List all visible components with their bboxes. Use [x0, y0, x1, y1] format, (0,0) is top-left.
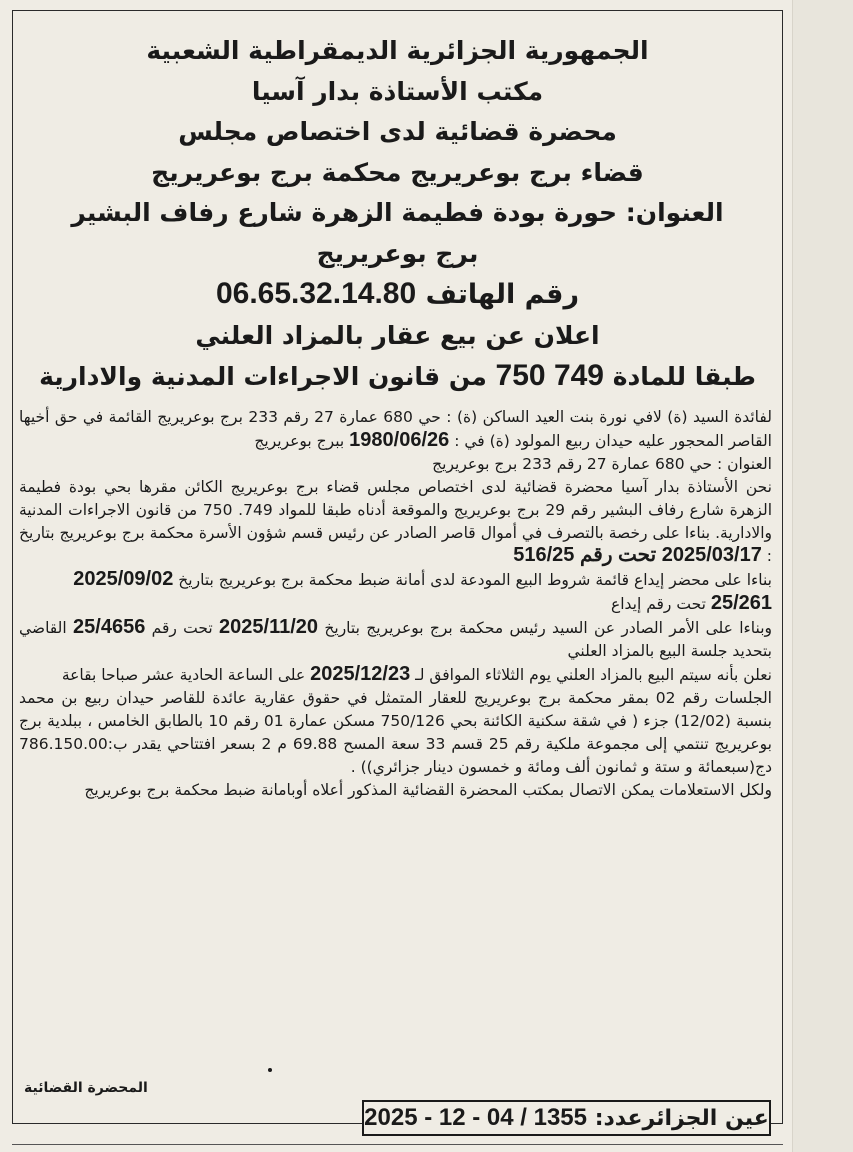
announcement-subtitle: [13, 356, 782, 398]
sale-date: 2025/12/23: [310, 662, 411, 685]
phone-label: رقم الهاتف: [425, 279, 580, 310]
phone-number: 06.65.32.14.80: [215, 277, 417, 310]
paragraph-sale-date: [19, 663, 772, 687]
order-text: وبناءا على الأمر الصادر عن السيد رئيس محكمة برج بوعريريج بتاريخ: [324, 619, 772, 638]
office-jurisdiction: محضرة قضائية لدى اختصاص مجلس: [178, 117, 617, 146]
subtitle-prefix: طبقا للمادة: [612, 362, 756, 391]
order-subject: القاضي بتحديد جلسة البيع بالمزاد العلني: [19, 619, 772, 661]
publication-reference: [362, 1100, 771, 1136]
birth-date: 1980/06/26: [349, 428, 450, 451]
order-date: 2025/11/20: [219, 616, 319, 639]
republic-name: الجمهورية الجزائرية الديمقراطية الشعبية: [146, 36, 649, 65]
publication-number: 2025 - 12 - 04 / 1355: [364, 1104, 588, 1131]
office-city: برج بوعريريج: [316, 238, 479, 268]
license-reference: 2025/03/17 تحت رقم 516/25: [513, 544, 762, 567]
subtitle-article-numbers: 749 750: [495, 359, 604, 392]
publication-label: عين الجزائرعدد:: [594, 1106, 769, 1131]
signer-title: المحضرة القضائية: [24, 1080, 148, 1096]
sale-time: على الساعة الحادية عشر صباحا بقاعة: [61, 665, 306, 684]
announcement-header: [13, 11, 782, 398]
deposit-text: بناءا على محضر إيداع قائمة شروط البيع المودعة لدى أمانة ضبط محكمة برج بوعريريج بتاريخ: [178, 571, 772, 590]
order-number: 25/4656: [73, 616, 146, 639]
paragraph-order: [19, 616, 772, 663]
bottom-rule: [12, 1144, 783, 1145]
paragraph-beneficiary: [19, 406, 772, 453]
deposit-date: 2025/09/02: [73, 568, 174, 591]
deposit-number: 25/261: [710, 592, 772, 615]
beneficiary-text: لفائدة السيد (ة) لافي نورة بنت العيد الساكن (ة) : حي 680 عمارة 27 رقم 233 برج بوعريريج القائمة في حق أخيها القاصر المحجور عليه حيدان ربيع المولود (ة) في :: [19, 408, 772, 450]
paragraph-deposit-ref: [19, 592, 772, 616]
sale-text: نعلن بأنه سيتم البيع بالمزاد العلني يوم الثلاثاء الموافق لـ: [415, 665, 772, 684]
order-number-label: تحت رقم: [151, 619, 213, 638]
deposit-number-label: تحت رقم إيداع: [610, 595, 706, 614]
paragraph-contact: ولكل الاستعلامات يمكن الاتصال بمكتب المحضرة القضائية المذكور أعلاه أوبامانة ضبط محكمة برج بوعريريج: [84, 780, 772, 799]
phone-line: [13, 274, 782, 316]
subtitle-suffix: من قانون الاجراءات المدنية والادارية: [39, 362, 487, 391]
office-address: العنوان: حورة بودة فطيمة الزهرة شارع رفاف البشير: [71, 198, 724, 227]
office-name: مكتب الأستاذة بدار آسيا: [251, 76, 544, 106]
announcement-body: [19, 406, 772, 801]
court-name: قضاء برج بوعريريج محكمة برج بوعريريج: [151, 157, 644, 187]
ink-dot: [268, 1068, 272, 1072]
announcement-title: اعلان عن بيع عقار بالمزاد العلني: [195, 320, 600, 350]
announcement-frame: [12, 10, 783, 1124]
birth-place: ببرج بوعريريج: [254, 431, 345, 450]
bailiff-text: نحن الأستاذة بدار آسيا محضرة قضائية لدى اختصاص مجلس قضاء برج بوعريريج الكائن مقرها بحي بودة فطيمة الزهرة شارع رفاف البشير رقم 29 برج بوعريريج والموقعة أدناه طبقا للمواد 749. 750 من قانون الاجراءات المدنية والادارية. بناءا على رخصة بالتصرف في أموال قاصر الصادر عن رئيس قسم شؤون الأسرة محكمة برج بوعريريج بتاريخ :: [19, 477, 772, 566]
paragraph-address: العنوان : حي 680 عمارة 27 رقم 233 برج بوعريريج: [432, 454, 772, 473]
paragraph-deposit: [19, 568, 772, 592]
page-margin: [792, 0, 853, 1152]
paragraph-bailiff: [19, 476, 772, 569]
paragraph-property: الجلسات رقم 02 بمقر محكمة برج بوعريريج للعقار المتمثل في حقوق عقارية عائدة للقاصر حيدان ربيع بن محمد بنسبة (12/02) جزء ( في شقة سكنية الكائنة بحي 750/126 مسكن عمارة 01 رقم 10 بالطابق الخامس ، ببلدية برج بوعريريج تنتمي إلى مجموعة ملكية رقم 25 قسم 33 سعة المسح 69.88 م 2 بسعر افتتاحي يقدر ب:786.150.00 دج(سبعمائة و ستة و ثمانون ألف ومائة و خمسون دينار جزائري)) .: [19, 688, 772, 776]
